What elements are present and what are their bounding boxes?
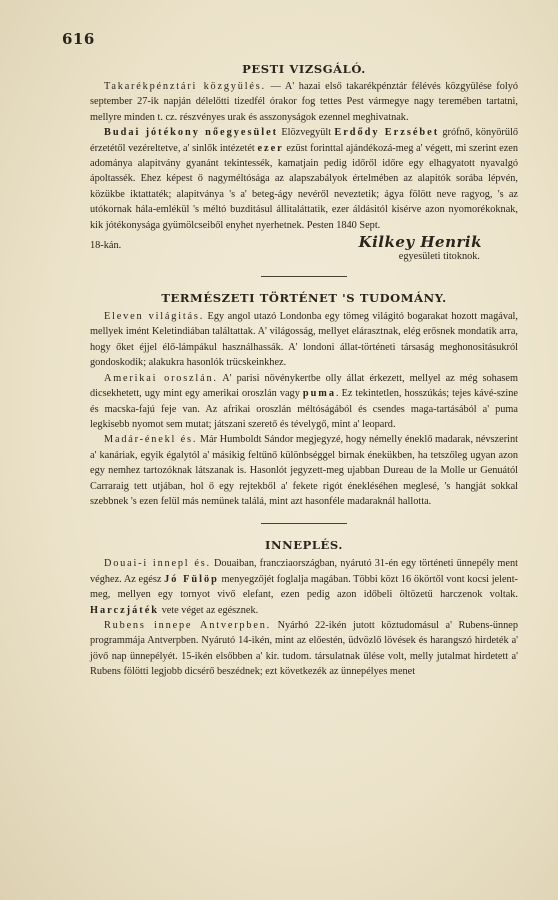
puma-word: puma: [302, 388, 337, 400]
paragraph-text: vete véget az egésznek.: [159, 604, 259, 616]
paragraph-lead: Takarékpénztári közgyülés.: [104, 81, 266, 92]
section-divider: [261, 276, 347, 277]
page-number: 616: [62, 30, 95, 48]
paragraph-buda-womens-society: [90, 125, 518, 233]
paragraph-lead: Madár-énekl és.: [104, 434, 198, 446]
paragraph-text: — A' hazai első takarékpénztár félévés közgyülése folyó september 27-ik napján délelőtti tizedfél órakor fog tettes Pest vármegye nagy teremében tartatni, mellyre minden t. cz. részvényes urak és asszonyságok ezennel meghivatnak.: [90, 81, 518, 123]
paragraph-text: Egy angol utazó Londonba egy tömeg világitó bogarakat hozott magával, mellyek imént Keletindiában találtattak. A' világosság, mellyet elárasztnak, elég erősnek mondatik arra, hogy őket éjjel élő-lámpákul használhassák. A' londoni állat-történeti társaság meghonositásukról gondoskodik; alakukra hasonlók trücskeinkhez.: [90, 311, 518, 369]
section-notices: [90, 79, 518, 262]
donation-amount: ezer: [257, 142, 284, 154]
countess-name: Erdődy Erzsébet: [334, 127, 440, 139]
paragraph-text: Douaiban, francziaországban, nyárutó 31-én egy történeti ünnepély ment véghez. Az egész: [90, 558, 518, 585]
paragraph-rubens-festival: [90, 618, 518, 680]
paragraph-text: grófnő, könyörülő érzetétől vezéreltetve, a' sinlők intézetét: [90, 127, 518, 154]
philip-name: Jó Fülöp: [164, 573, 219, 585]
paragraph-text: Már Humboldt Sándor megjegyzé, hogy némelly éneklő madarak, névszerint a' kanáriak, egyik égalytól a' másikig feltűnő különbséggel birnak énekükben, ha tetszőleg ugyan azon egy nemhez tartozóknak látszanak is. Hasonlót jegyzett-meg ujabban Dureau de la Molle ur Genuától Carraraig tett utjában, hol ő egy rejtekből a' fekete rigót énekléséhen meglesé, 's hangját sokkal szebbnek 's ezen felül más nemünek találá, mint azt hasonféle madaraknál hallotta.: [90, 434, 519, 507]
paragraph-text: Elözvegyült: [278, 127, 335, 139]
paragraph-text: A' parisi növénykertbe olly állat érkezett, mellyel az még sohasem dicsekhetett, ugy mint egy amerikai oroszlán vagy: [90, 372, 518, 400]
paragraph-american-lion: [90, 371, 518, 433]
paragraph-lead: Budai jótékony nőegyesület: [104, 127, 279, 139]
paragraph-lead: Rubens innepe Antverpben.: [104, 619, 272, 631]
signature-row: [90, 233, 518, 251]
section-natural-history: [90, 291, 518, 509]
paragraph-text: ezüst forinttal ajándékozá-meg a' végett, mi szerint ezen adománya alapitvány gyanánt tekintessék, kamatjain pedig időről időre egy elhagyatott nyavalgó ápoltassék. Ehez képest ő nagyméltósága az alapszabályok értelmében az alapitók sorába lépvén, közükbe iktattaték; alapitványa 's a' beteg-ágy nevéről neveztetik; ágya fölött neve ragyog, 's az utókornak hála-emlékül 's méltó buzditásul állitaláttatik, ezer áldásitól kisérve azon nyomorékoknak, kik jótékonysága gyümölcseiből enyhet nyerhetnek. Pesten 1840 Sept.: [90, 142, 518, 231]
paragraph-lead: Douai-i innepl és.: [104, 558, 211, 570]
paragraph-savings-bank: [90, 79, 518, 125]
section-title: INNEPLÉS.: [265, 538, 343, 553]
section-divider: [261, 523, 347, 524]
paragraph-text: . Ez tekintetlen, hosszúkás; tejes kávé-szine és macska-fajú feje van. Az afrikai oroszlán méltóságából és csendes maga-tartásából a' puma legkisebb nyomot sem mutat; játszani szerető és tévelygő, mint a' leopard.: [90, 388, 518, 430]
paragraph-text: menyegzőjét foglalja magában. Többi közt 16 ökörtől vont kocsi jelent-meg, mellyen egy tornyot vivő elefant, ezen pedig azon időbeli öltözetű harczenok voltak.: [90, 573, 518, 601]
paragraph-birdsong: [90, 432, 518, 509]
paragraph-text: Nyárhó 22-ikén jutott köztudomásul a' Rubens-ünnep programmája Antverpben. Nyárutó 14-ikén, mint az előestén, üdvözlő lövések és harangszó hirdeték a' jövő nap ünnepélyét. 15-ikén elsőbben a' kir. tudom. társulatnak ülése volt, melly jutalmat hirdetett a' Rubens fölötti legjobb dicsérő beszédnek; ezt következék az ünnepélyes menet: [90, 619, 518, 678]
paragraph-douai-festival: [90, 556, 518, 618]
section-festivities: [90, 538, 518, 679]
notice-date: 18-kán.: [90, 240, 122, 252]
running-head: PESTI VIZSGÁLÓ.: [242, 62, 366, 76]
paragraph-lead: Amerikai oroszlán.: [104, 372, 218, 384]
section-title: TERMÉSZETI TÖRTÉNET 'S TUDOMÁNY.: [161, 291, 447, 306]
signature-role: egyesületi titoknok.: [398, 251, 480, 263]
signature-name: Kilkey Henrik: [358, 233, 482, 252]
paragraph-living-light: [90, 309, 518, 371]
paragraph-lead: Eleven világitás.: [104, 311, 205, 323]
tournament-word: Harczjáték: [90, 604, 159, 616]
